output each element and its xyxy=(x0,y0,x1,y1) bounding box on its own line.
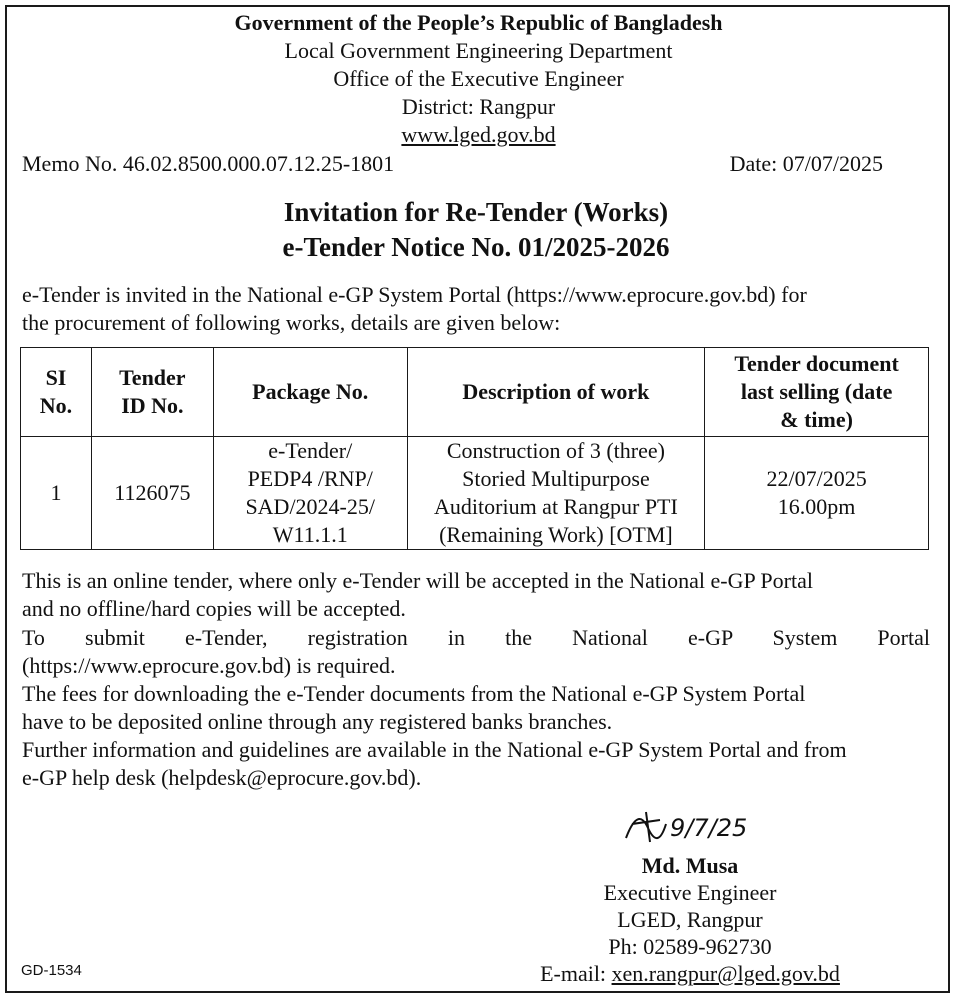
header-text: No. xyxy=(39,393,73,418)
signatory-phone: Ph: 02589-962730 xyxy=(608,934,772,959)
signatory-designation: Executive Engineer xyxy=(603,880,777,905)
government-heading: Government of the People’s Republic of Bangladesh xyxy=(234,10,723,35)
tender-table xyxy=(20,347,929,550)
cell-last-selling xyxy=(705,437,929,550)
online-note xyxy=(22,567,930,623)
header-sl-no xyxy=(21,348,92,437)
last-date: 22/07/2025 xyxy=(766,466,867,491)
table-row xyxy=(21,437,929,550)
cell-package-no xyxy=(213,437,407,550)
office-heading: Office of the Executive Engineer xyxy=(333,66,624,91)
description-line: Construction of 3 (three) xyxy=(446,438,665,463)
description-line: (Remaining Work) [OTM] xyxy=(439,522,673,547)
email-label: E-mail: xyxy=(540,961,612,986)
header-last-selling xyxy=(705,348,929,437)
header-text: Tender document xyxy=(734,351,899,376)
header-text: & time) xyxy=(780,407,853,432)
intro-line: e-Tender is invited in the National e-GP System Portal (https://www.eprocure.gov.bd) for xyxy=(22,282,807,307)
district-heading: District: Rangpur xyxy=(401,94,556,119)
description-line: Storied Multipurpose xyxy=(462,466,650,491)
description-line: Auditorium at Rangpur PTI xyxy=(434,494,678,519)
header-text: ID No. xyxy=(121,393,184,418)
note-line: (https://www.eprocure.gov.bd) is required. xyxy=(22,653,396,678)
package-line: PEDP4 /RNP/ xyxy=(247,466,373,491)
website-link[interactable]: www.lged.gov.bd xyxy=(401,122,556,147)
note-line: e-GP help desk (helpdesk@eprocure.gov.bd). xyxy=(22,765,422,790)
notice-number: e-Tender Notice No. 01/2025-2026 xyxy=(282,232,670,262)
cell-tender-id: 1126075 xyxy=(91,437,213,550)
memo-number: Memo No. 46.02.8500.000.07.12.25-1801 xyxy=(22,151,395,176)
registration-note xyxy=(22,624,930,680)
last-time: 16.00pm xyxy=(777,494,856,519)
header-text: Tender xyxy=(119,365,186,390)
package-line: SAD/2024-25/ xyxy=(245,494,375,519)
memo-date: Date: 07/07/2025 xyxy=(729,151,883,176)
signature-date: 9/7/25 xyxy=(670,814,748,842)
intro-line: the procurement of following works, details are given below: xyxy=(22,310,561,335)
cell-description xyxy=(407,437,705,550)
note-line: This is an online tender, where only e-Tender will be accepted in the National e-GP Portal xyxy=(22,568,813,593)
notice-title: Invitation for Re-Tender (Works) xyxy=(283,197,669,227)
email-link[interactable]: xen.rangpur@lged.gov.bd xyxy=(611,961,840,986)
footer-code: GD-1534 xyxy=(21,962,82,979)
fees-note xyxy=(22,680,930,736)
signatory-block xyxy=(500,852,880,987)
further-info-note xyxy=(22,736,930,792)
note-line: have to be deposited online through any registered banks branches. xyxy=(22,709,613,734)
header-text: SI xyxy=(45,365,67,390)
signatory-email-row xyxy=(500,960,880,987)
note-line: Further information and guidelines are available in the National e-GP System Portal and from xyxy=(22,737,847,762)
note-line: and no offline/hard copies will be accepted. xyxy=(22,596,406,621)
header-package-no: Package No. xyxy=(213,348,407,437)
cell-sl-no: 1 xyxy=(21,437,92,550)
signature-mark xyxy=(618,798,768,853)
header-text: last selling (date xyxy=(740,379,893,404)
package-line: W11.1.1 xyxy=(272,522,348,547)
signatory-name: Md. Musa xyxy=(641,853,739,878)
website-row xyxy=(0,122,957,148)
note-line: The fees for downloading the e-Tender documents from the National e-GP System Portal xyxy=(22,681,806,706)
header-description: Description of work xyxy=(407,348,705,437)
package-line: e-Tender/ xyxy=(268,438,353,463)
intro-paragraph xyxy=(22,281,930,337)
department-heading: Local Government Engineering Department xyxy=(284,38,673,63)
table-header-row xyxy=(21,348,929,437)
signatory-office: LGED, Rangpur xyxy=(617,907,763,932)
note-line: To submit e-Tender, registration in the National e-GP System Portal xyxy=(22,625,930,650)
header-tender-id xyxy=(91,348,213,437)
